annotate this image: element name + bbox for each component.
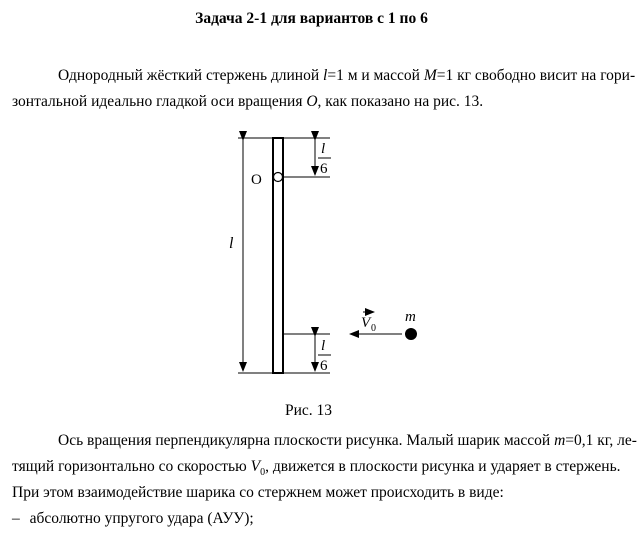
text: , как показано на рис. 13. [317,93,484,110]
label-m: m [405,309,416,325]
label-V-subscript: 0 [371,323,376,334]
label-V: V [361,315,371,331]
text: =0,1 кг, ле- [565,432,637,449]
paragraph-2-line-1 [58,431,637,451]
list-item-text: абсолютно упругого удара (АУУ); [29,510,254,527]
text: =1 кг свободно висит на гори- [436,67,636,84]
frac-top-numerator: l [321,141,326,157]
text: , движется в плоскости рисунка и ударяет в стержень. [265,458,621,475]
list-dash: – [12,510,20,527]
symbol-m: m [554,432,566,449]
symbol-O: O [306,93,318,110]
symbol-l: l [323,67,328,84]
text: Однородный жёсткий стержень длиной [58,67,324,84]
figure-caption: Рис. 13 [285,402,333,419]
task-title: Задача 2-1 для вариантов с 1 по 6 [195,10,428,27]
frac-bottom-numerator: l [321,338,326,354]
label-l: l [229,235,234,252]
symbol-M: M [423,67,437,84]
paragraph-2-line-3: При этом взаимодействие шарика со стержнем может происходить в виде: [12,484,504,501]
paragraph-2-line-2 [12,457,621,483]
list-item-elastic [12,509,254,529]
text: тящий горизонтально со скоростью [12,458,251,475]
symbol-V-subscript: 0 [260,467,266,479]
text: =1 м и массой [327,67,424,84]
text: Ось вращения перпендикулярна плоскости рисунка. Малый шарик массой [58,432,555,449]
label-O: О [251,172,262,188]
frac-bottom-denominator: 6 [320,358,328,374]
text: зонтальной идеально гладкой оси вращения [12,93,307,110]
ball [405,328,417,340]
frac-top-denominator: 6 [320,161,328,177]
pivot-axis-O [274,173,283,182]
symbol-V: V [250,458,261,475]
